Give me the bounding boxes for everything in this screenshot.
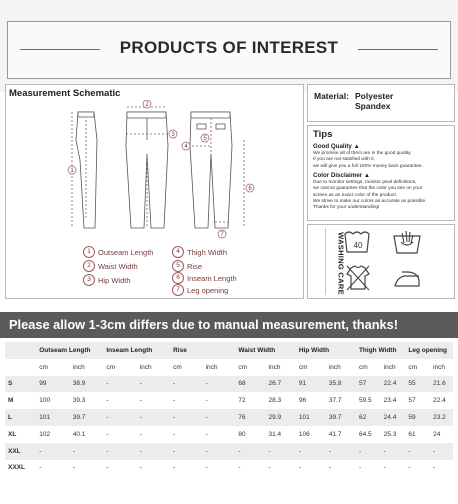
table-cell: 68	[234, 376, 264, 393]
size-label: S	[5, 376, 35, 393]
table-cell: -	[355, 460, 380, 477]
table-cell: -	[102, 409, 135, 426]
legend-item-inseam	[172, 272, 237, 284]
table-cell: -	[234, 443, 264, 460]
pants-diagram	[60, 100, 285, 240]
table-cell: -	[102, 443, 135, 460]
size-header-cell	[5, 359, 35, 376]
table-cell: 39.7	[325, 409, 355, 426]
unit-header: cm	[169, 359, 202, 376]
table-cell: 99	[35, 376, 69, 393]
svg-text:7: 7	[220, 232, 224, 238]
size-table	[5, 342, 453, 476]
table-cell: -	[169, 426, 202, 443]
unit-header: cm	[234, 359, 264, 376]
table-cell: 22.4	[380, 376, 405, 393]
unit-header: cm	[295, 359, 325, 376]
table-row	[5, 409, 453, 426]
table-cell: 22.4	[429, 392, 453, 409]
table-cell: -	[69, 460, 103, 477]
table-cell: 23.2	[429, 409, 453, 426]
material-value: Spandex	[355, 101, 391, 111]
material-label: Material:	[314, 91, 349, 101]
material-value: Polyester	[355, 91, 394, 101]
svg-text:3: 3	[171, 132, 175, 138]
hand-wash-icon	[392, 228, 422, 256]
table-cell: -	[136, 426, 169, 443]
unit-header: inch	[429, 359, 453, 376]
legend-label: Outseam Length	[98, 247, 154, 257]
size-header-cell	[5, 342, 35, 359]
table-cell: -	[380, 443, 405, 460]
color-disclaimer-title: Color Disclaimer ▲	[313, 172, 371, 179]
legend-label: Hip Width	[98, 275, 131, 285]
table-cell: 80	[234, 426, 264, 443]
measurement-notice: Please allow 1-3cm differs due to manual measurement, thanks!	[0, 312, 458, 338]
table-cell: 39.3	[69, 392, 103, 409]
header-rule-right	[354, 49, 438, 50]
table-cell: -	[35, 460, 69, 477]
table-cell: -	[325, 460, 355, 477]
wash-40-icon	[343, 228, 373, 256]
table-cell: -	[404, 443, 429, 460]
washing-care-label: WASHING CARE	[336, 232, 346, 295]
unit-header: inch	[265, 359, 295, 376]
table-cell: 38.9	[69, 376, 103, 393]
table-cell: -	[234, 460, 264, 477]
table-cell: -	[102, 460, 135, 477]
table-cell: -	[380, 460, 405, 477]
table-row	[5, 426, 453, 443]
table-cell: 61	[404, 426, 429, 443]
column-header: Rise	[169, 342, 234, 359]
unit-header: inch	[325, 359, 355, 376]
table-cell: 72	[234, 392, 264, 409]
size-label: XXL	[5, 443, 35, 460]
table-cell: -	[169, 460, 202, 477]
table-cell: 59	[404, 409, 429, 426]
tips-line: we will give you a full 100% money back guarantee.	[313, 163, 423, 169]
table-cell: -	[102, 426, 135, 443]
legend-number: 2	[83, 260, 95, 272]
tips-title: Tips	[313, 129, 333, 140]
table-cell: -	[169, 392, 202, 409]
good-quality-title: Good Quality ▲	[313, 143, 360, 150]
tips-line: We promise all of them are in the good quality.	[313, 151, 412, 156]
table-cell: -	[136, 460, 169, 477]
table-cell: 59.5	[355, 392, 380, 409]
legend-label: Thigh Width	[187, 247, 228, 257]
tips-line: we cannot guarantee that the color you see on your	[313, 186, 423, 192]
svg-text:2: 2	[145, 102, 149, 108]
unit-header: inch	[380, 359, 405, 376]
table-cell: 100	[35, 392, 69, 409]
color-disclaimer-text	[313, 180, 453, 211]
size-label: XL	[5, 426, 35, 443]
legend-item-outseam	[83, 246, 153, 258]
no-tumble-dry-icon	[343, 264, 373, 292]
table-cell: -	[202, 460, 235, 477]
svg-text:5: 5	[203, 136, 207, 142]
legend-number: 5	[172, 260, 184, 272]
legend-item-leg-opening	[172, 284, 228, 296]
legend-number: 6	[172, 272, 184, 284]
tips-line: We strive to make our colors as accurate as possible.	[313, 198, 427, 204]
legend-number: 4	[172, 246, 184, 258]
table-cell: -	[295, 443, 325, 460]
tips-line: Thanks for your understanding!	[313, 205, 380, 211]
legend-number: 1	[83, 246, 95, 258]
table-cell: -	[69, 443, 103, 460]
wash-temperature: 40	[353, 241, 363, 250]
washing-care-panel	[307, 224, 455, 299]
table-cell: 106	[295, 426, 325, 443]
table-row	[5, 376, 453, 393]
table-cell: -	[355, 443, 380, 460]
table-cell: 40.1	[69, 426, 103, 443]
table-cell: -	[136, 376, 169, 393]
table-cell: 96	[295, 392, 325, 409]
table-cell: -	[202, 376, 235, 393]
table-header-row	[5, 342, 453, 359]
table-cell: -	[429, 443, 453, 460]
table-cell: -	[136, 392, 169, 409]
table-row	[5, 460, 453, 477]
table-cell: 91	[295, 376, 325, 393]
column-header: Inseam Length	[102, 342, 169, 359]
table-cell: -	[202, 426, 235, 443]
svg-text:4: 4	[184, 144, 188, 150]
column-header: Waist Width	[234, 342, 295, 359]
tips-line: screen as an exact color of the product.	[313, 192, 397, 198]
unit-header: cm	[404, 359, 429, 376]
good-quality-text	[313, 151, 453, 170]
schematic-title: Measurement Schematic	[9, 88, 121, 99]
legend-label: Rise	[187, 261, 203, 271]
unit-header: cm	[35, 359, 69, 376]
table-cell: -	[265, 443, 295, 460]
legend-item-rise	[172, 260, 202, 272]
pants-back-view	[190, 112, 232, 228]
table-cell: -	[202, 409, 235, 426]
svg-text:1: 1	[70, 168, 74, 174]
table-cell: 24	[429, 426, 453, 443]
size-label: L	[5, 409, 35, 426]
column-header: Hip Width	[295, 342, 355, 359]
legend-number: 3	[83, 274, 95, 286]
unit-header: inch	[69, 359, 103, 376]
table-cell: -	[202, 443, 235, 460]
table-cell: 102	[35, 426, 69, 443]
size-label: M	[5, 392, 35, 409]
legend-item-thigh	[172, 246, 227, 258]
unit-header: inch	[136, 359, 169, 376]
table-cell: -	[429, 460, 453, 477]
table-cell: -	[136, 443, 169, 460]
table-cell: -	[169, 376, 202, 393]
table-cell: 21.6	[429, 376, 453, 393]
page-title: PRODUCTS OF INTEREST	[100, 38, 358, 58]
column-header: Thigh Width	[355, 342, 404, 359]
unit-header: cm	[355, 359, 380, 376]
table-cell: -	[35, 443, 69, 460]
table-cell: 29.9	[265, 409, 295, 426]
svg-text:6: 6	[248, 186, 252, 192]
table-cell: 101	[295, 409, 325, 426]
table-cell: 64.5	[355, 426, 380, 443]
table-cell: -	[202, 392, 235, 409]
legend-item-waist	[83, 260, 138, 272]
legend-label: Waist Width	[98, 261, 138, 271]
column-header: Leg opening	[404, 342, 453, 359]
table-cell: 62	[355, 409, 380, 426]
table-unit-row	[5, 359, 453, 376]
table-cell: 37.7	[325, 392, 355, 409]
table-cell: -	[102, 376, 135, 393]
table-cell: 41.7	[325, 426, 355, 443]
table-cell: 26.7	[265, 376, 295, 393]
table-cell: 31.4	[265, 426, 295, 443]
table-cell: -	[265, 460, 295, 477]
pants-side-view	[76, 112, 97, 228]
table-cell: 57	[404, 392, 429, 409]
tips-line: Due to monitor settings, monitor pixel definitions,	[313, 180, 417, 185]
legend-item-hip	[83, 274, 131, 286]
iron-icon	[392, 264, 422, 292]
table-cell: 76	[234, 409, 264, 426]
table-cell: -	[102, 392, 135, 409]
column-header: Outseam Length	[35, 342, 102, 359]
table-cell: 55	[404, 376, 429, 393]
table-cell: -	[295, 460, 325, 477]
legend-label: Inseam Length	[187, 273, 237, 283]
legend-number: 7	[172, 284, 184, 296]
table-cell: 23.4	[380, 392, 405, 409]
table-cell: 28.3	[265, 392, 295, 409]
header-rule-left	[20, 49, 104, 50]
table-cell: 57	[355, 376, 380, 393]
size-label: XXXL	[5, 460, 35, 477]
table-row	[5, 443, 453, 460]
table-cell: -	[404, 460, 429, 477]
table-cell: 101	[35, 409, 69, 426]
table-cell: 35.8	[325, 376, 355, 393]
table-cell: 25.3	[380, 426, 405, 443]
unit-header: cm	[102, 359, 135, 376]
unit-header: inch	[202, 359, 235, 376]
legend-label: Leg opening	[187, 285, 229, 295]
table-cell: -	[136, 409, 169, 426]
table-cell: -	[325, 443, 355, 460]
washing-divider	[325, 228, 326, 295]
table-row	[5, 392, 453, 409]
table-cell: -	[169, 443, 202, 460]
table-cell: 39.7	[69, 409, 103, 426]
tips-line: If you are not satisfied with it,	[313, 157, 375, 163]
table-cell: -	[169, 409, 202, 426]
table-cell: 24.4	[380, 409, 405, 426]
